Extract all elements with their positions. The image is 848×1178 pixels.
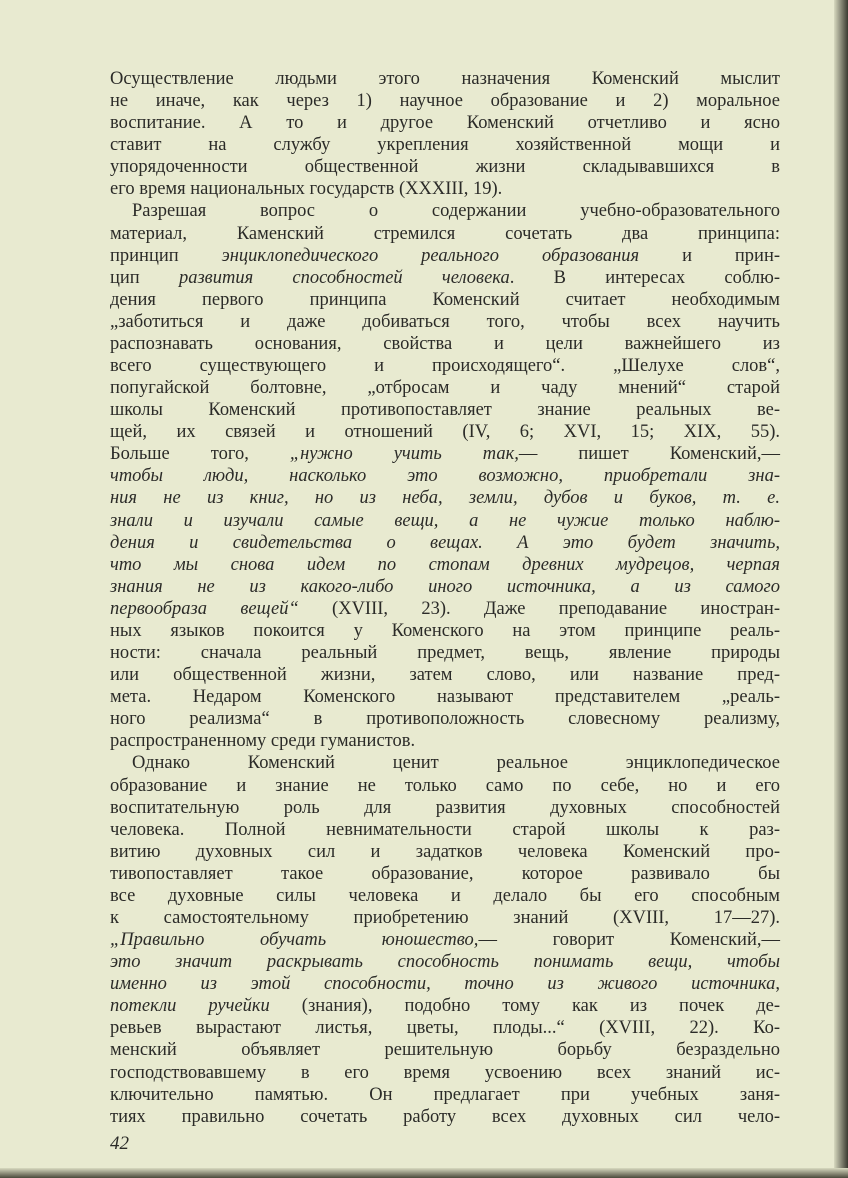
- text-segment: и прин-: [639, 245, 780, 266]
- text-line: [110, 289, 780, 311]
- text-segment: (знания), подобно тому как из почек де-: [269, 996, 780, 1017]
- italic-quote-segment: потекли ручейки: [110, 996, 270, 1017]
- italic-quote-segment: чтобы люди, насколько это возможно, приобретали зна-: [110, 466, 780, 487]
- body-text: [110, 68, 780, 1128]
- text-segment: . В интересах соблю-: [509, 267, 781, 288]
- text-line: [110, 178, 780, 200]
- text-segment: менский объявляет решительную борьбу безраздельно: [110, 1040, 780, 1061]
- text-segment: дения первого принципа Коменский считает необходимым: [110, 289, 780, 310]
- italic-quote-segment: „нужно учить так,: [289, 444, 519, 465]
- text-segment: витию духовных сил и задатков человека Коменский про-: [110, 841, 780, 862]
- italic-quote-segment: развития способностей человека: [178, 267, 510, 288]
- text-line: [110, 1106, 780, 1128]
- text-segment: ного реализма“ в противоположность словесному реализму,: [110, 709, 780, 730]
- text-segment: цип: [110, 267, 179, 288]
- text-line: [110, 355, 780, 377]
- text-line: [110, 200, 780, 222]
- paragraph: [110, 752, 780, 1127]
- text-segment: ,: [775, 974, 780, 995]
- text-line: [110, 333, 780, 355]
- italic-quote-segment: первообраза вещей“: [110, 598, 299, 619]
- text-segment: к самостоятельному приобретению знаний (XVIII, 17—27).: [110, 907, 780, 928]
- text-segment: все духовные силы человека и делало бы его способным: [110, 885, 780, 906]
- text-line: [110, 775, 780, 797]
- text-line: [110, 598, 780, 620]
- text-line: [110, 907, 780, 929]
- text-segment: попугайской болтовне, „отбросам и чаду мнений“ старой: [110, 378, 780, 399]
- text-line: [110, 1084, 780, 1106]
- text-line: [110, 311, 780, 333]
- text-segment: тивопоставляет такое образование, которое развивало бы: [110, 863, 780, 884]
- text-segment: не иначе, как через 1) научное образование и 2) моральное: [110, 91, 780, 112]
- text-line: [110, 1062, 780, 1084]
- text-segment: материал, Каменский стремился сочетать два принципа:: [110, 223, 780, 244]
- text-segment: воспитательную роль для развития духовных способностей: [110, 797, 780, 818]
- text-segment: ных языков покоится у Коменского на этом принципе реаль-: [110, 620, 780, 641]
- text-segment: всего существующего и происходящего“. „Шелухе слов“,: [110, 356, 780, 377]
- text-segment: — говорит Коменский,—: [478, 930, 780, 951]
- text-segment: распространенному среди гуманистов.: [110, 731, 416, 752]
- italic-quote-segment: именно из этой способности, точно из живого источника: [110, 974, 776, 995]
- text-segment: воспитание. А то и другое Коменский отчетливо и ясно: [110, 113, 780, 134]
- text-line: [110, 377, 780, 399]
- text-segment: Больше того,: [110, 444, 290, 465]
- text-line: [110, 487, 780, 509]
- italic-quote-segment: энциклопедического реального образования: [221, 245, 640, 266]
- text-segment: образование и знание не только само по себе, но и его: [110, 775, 780, 796]
- text-line: [110, 223, 780, 245]
- text-segment: Осуществление людьми этого назначения Коменский мыслит: [110, 69, 780, 89]
- text-line: [110, 995, 780, 1017]
- text-line: [110, 951, 780, 973]
- italic-quote-segment: это значит раскрывать способность понимать вещи, чтобы: [110, 952, 780, 973]
- text-segment: распознавать основания, свойства и цели важнейшего из: [110, 333, 780, 354]
- text-segment: ности: сначала реальный предмет, вещь, явление природы: [110, 643, 780, 664]
- text-line: [110, 929, 780, 951]
- text-segment: мета. Недаром Коменского называют представителем „реаль-: [110, 687, 780, 708]
- page-edge-shadow: [834, 0, 848, 1178]
- text-segment: упорядоченности общественной жизни складывавшихся в: [110, 157, 780, 178]
- text-line: [110, 245, 780, 267]
- text-segment: господствовавшему в его время усвоению всех знаний ис-: [110, 1062, 780, 1083]
- text-line: [110, 730, 780, 752]
- text-line: [110, 863, 780, 885]
- text-segment: ключительно памятью. Он предлагает при учебных заня-: [110, 1084, 780, 1105]
- text-line: [110, 752, 780, 774]
- text-line: [110, 973, 780, 995]
- page-edge-shadow: [0, 1168, 848, 1178]
- text-line: [110, 1017, 780, 1039]
- text-line: [110, 112, 780, 134]
- text-segment: Разрешая вопрос о содержании учебно-образовательного: [132, 201, 780, 222]
- text-segment: школы Коменский противопоставляет знание реальных ве-: [110, 400, 780, 421]
- text-segment: — пишет Коменский,—: [518, 444, 780, 465]
- text-line: [110, 642, 780, 664]
- paragraph: [110, 200, 780, 752]
- italic-quote-segment: знали и изучали самые вещи, а не чужие только наблю-: [110, 510, 780, 531]
- text-line: [110, 156, 780, 178]
- text-line: [110, 267, 780, 289]
- italic-quote-segment: ния не из книг, но из неба, земли, дубов и буков, т. е.: [110, 488, 780, 509]
- text-line: [110, 421, 780, 443]
- page-number: 42: [110, 1133, 129, 1154]
- text-line: [110, 1039, 780, 1061]
- text-line: [110, 841, 780, 863]
- text-segment: ревьев вырастают листья, цветы, плоды...“ (XVIII, 22). Ко-: [110, 1018, 780, 1039]
- text-line: [110, 885, 780, 907]
- text-line: [110, 819, 780, 841]
- text-line: [110, 620, 780, 642]
- italic-quote-segment: что мы снова идем по стопам древних мудрецов, черпая: [110, 554, 780, 575]
- italic-quote-segment: знания не из какого-либо иного источника, а из самого: [110, 576, 780, 597]
- text-line: [110, 68, 780, 90]
- text-segment: ставит на службу укрепления хозяйственной мощи и: [110, 135, 780, 156]
- text-segment: или общественной жизни, затем слово, или название пред-: [110, 665, 780, 686]
- text-line: [110, 134, 780, 156]
- italic-quote-segment: дения и свидетельства о вещах. А это будет значить,: [110, 532, 780, 553]
- text-line: [110, 554, 780, 576]
- text-line: [110, 576, 780, 598]
- text-line: [110, 399, 780, 421]
- text-line: [110, 510, 780, 532]
- text-line: [110, 664, 780, 686]
- text-line: [110, 90, 780, 112]
- text-line: [110, 532, 780, 554]
- text-line: [110, 686, 780, 708]
- text-line: [110, 465, 780, 487]
- text-segment: его время национальных государств (XXXIII, 19).: [110, 179, 503, 200]
- text-segment: „заботиться и даже добиваться того, чтобы всех научить: [110, 311, 780, 332]
- text-line: [110, 443, 780, 465]
- text-line: [110, 708, 780, 730]
- text-segment: щей, их связей и отношений (IV, 6; XVI, 15; XIX, 55).: [110, 422, 780, 443]
- text-segment: тиях правильно сочетать работу всех духовных сил чело-: [110, 1106, 780, 1127]
- text-segment: Однако Коменский ценит реальное энциклопедическое: [132, 753, 780, 774]
- paragraph: [110, 68, 780, 200]
- text-line: [110, 797, 780, 819]
- text-segment: (XVIII, 23). Даже преподавание иностран-: [298, 598, 780, 619]
- text-segment: принцип: [110, 245, 222, 266]
- italic-quote-segment: „Правильно обучать юношество,: [110, 930, 479, 951]
- text-segment: человека. Полной невнимательности старой школы к раз-: [110, 819, 780, 840]
